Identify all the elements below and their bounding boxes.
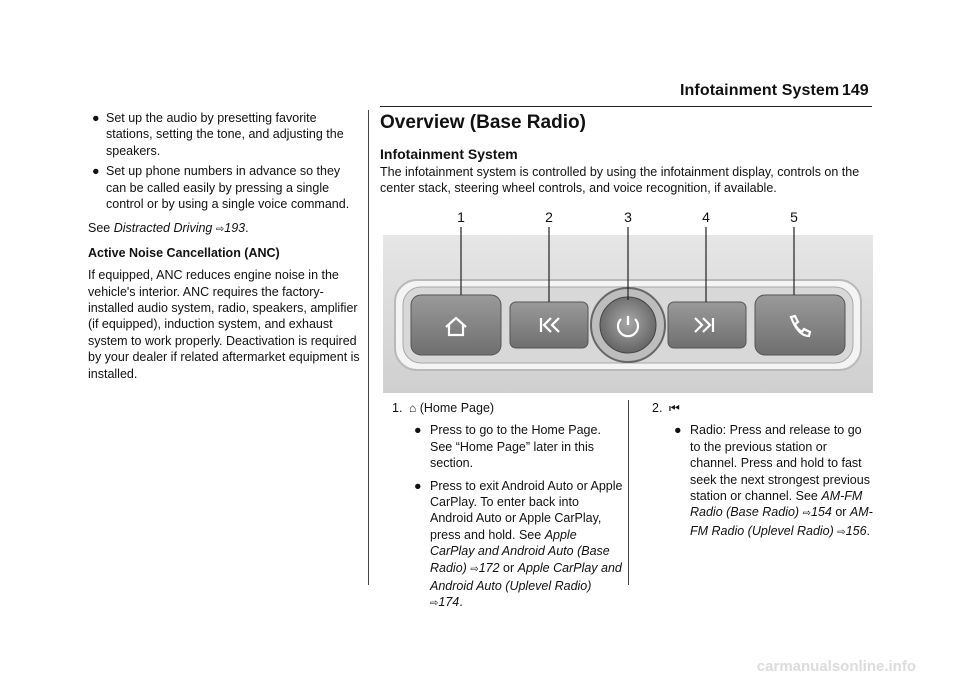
list-item: ● Press to exit Android Auto or Apple CarPlay. To enter back into Android Auto or Apple CarPlay, press and hold. See Apple CarPlay and Android Auto (Base Radio) ⇨172 or Apple CarPlay and Android Auto (Uplevel Radio) ⇨174. (414, 478, 623, 610)
callout-1: 1 (457, 209, 465, 225)
control-panel-figure (383, 205, 873, 393)
page-ref-icon: ⇨ (802, 508, 811, 520)
bullet-icon: ● (674, 423, 682, 438)
bullet-icon: ● (414, 478, 422, 493)
bullet-icon: ● (414, 423, 422, 438)
page-ref[interactable]: 193 (224, 221, 246, 236)
running-header-title: Infotainment System (680, 82, 840, 99)
link-carplay-uplevel[interactable]: Apple CarPlay and Android Auto (Uplevel Radio) (430, 560, 622, 594)
list-item: 1. ⌂ (Home Page) (392, 401, 495, 415)
page-ref-icon: ⇨ (430, 598, 439, 610)
item-home-page (392, 400, 624, 613)
bullet-icon: ● (92, 164, 100, 179)
seek-back-button[interactable] (510, 302, 588, 348)
section-title: Overview (Base Radio) (380, 112, 586, 133)
anc-heading: Active Noise Cancellation (ANC) (88, 245, 280, 260)
callout-5: 5 (790, 209, 798, 225)
page-number: 149 (842, 82, 869, 99)
page-ref[interactable]: 156 (845, 523, 867, 538)
intro-text: The infotainment system is controlled by using the infotainment display, controls on the center stack, steering wheel controls, and voice recognition, if available. (380, 165, 860, 196)
bullet-icon: ● (92, 111, 100, 125)
anc-text: If equipped, ANC reduces engine noise in the vehicle's interior. ANC requires the factory-installed audio system, radio, speakers, amplifier (if equipped), induction system, and exhaust system to work properly. Deactivation is required by your dealer if related aftermarket equipment is installed. (88, 268, 360, 381)
page-ref-icon: ⇨ (215, 224, 225, 236)
column-divider (368, 110, 369, 585)
page-ref-icon: ⇨ (837, 526, 846, 538)
column-divider (628, 400, 629, 585)
item-seek-back (652, 400, 874, 541)
seek-forward-button[interactable] (668, 302, 746, 348)
seek-back-icon: ⏮ (669, 401, 680, 415)
page-ref[interactable]: 174 (438, 595, 460, 610)
phone-button[interactable] (755, 295, 845, 355)
see-reference: See Distracted Driving ⇨193. (88, 221, 249, 236)
page-ref[interactable]: 172 (478, 560, 500, 575)
list-item: ● Set up phone numbers in advance so they can be called easily by pressing a single control or by using a single voice command. (92, 164, 350, 212)
home-icon: ⌂ (409, 401, 417, 415)
link-am-fm-uplevel[interactable]: AM-FM Radio (Uplevel Radio) (690, 505, 873, 538)
header-rule (380, 106, 872, 107)
page-ref-icon: ⇨ (470, 563, 479, 575)
page-ref[interactable]: 154 (810, 505, 832, 520)
list-item: 2. ⏮ (652, 401, 680, 415)
link-carplay-base[interactable]: Apple CarPlay and Android Auto (Base Radio) (430, 527, 610, 575)
link-distracted-driving[interactable]: Distracted Driving (113, 221, 213, 236)
watermark: carmanualsonline.info (756, 658, 916, 675)
left-column (88, 110, 360, 388)
callout-2: 2 (545, 209, 553, 225)
callout-4: 4 (702, 209, 710, 225)
list-item: ● Set up the audio by presetting favorite stations, setting the tone, and adjusting the speakers. (92, 111, 344, 158)
link-am-fm-base[interactable]: AM-FM Radio (Base Radio) (690, 489, 863, 520)
list-item: ● Radio: Press and release to go to the previous station or channel. Press and hold to fast seek the next strongest previous station or channel. See AM-FM Radio (Base Radio) ⇨154 or AM-FM Radio (Uplevel Radio) ⇨156. (674, 423, 873, 538)
home-button[interactable] (411, 295, 501, 355)
list-item: ● Press to go to the Home Page. See “Home Page” later in this section. (414, 423, 601, 471)
callout-3: 3 (624, 209, 632, 225)
subsection-title: Infotainment System (380, 146, 518, 162)
